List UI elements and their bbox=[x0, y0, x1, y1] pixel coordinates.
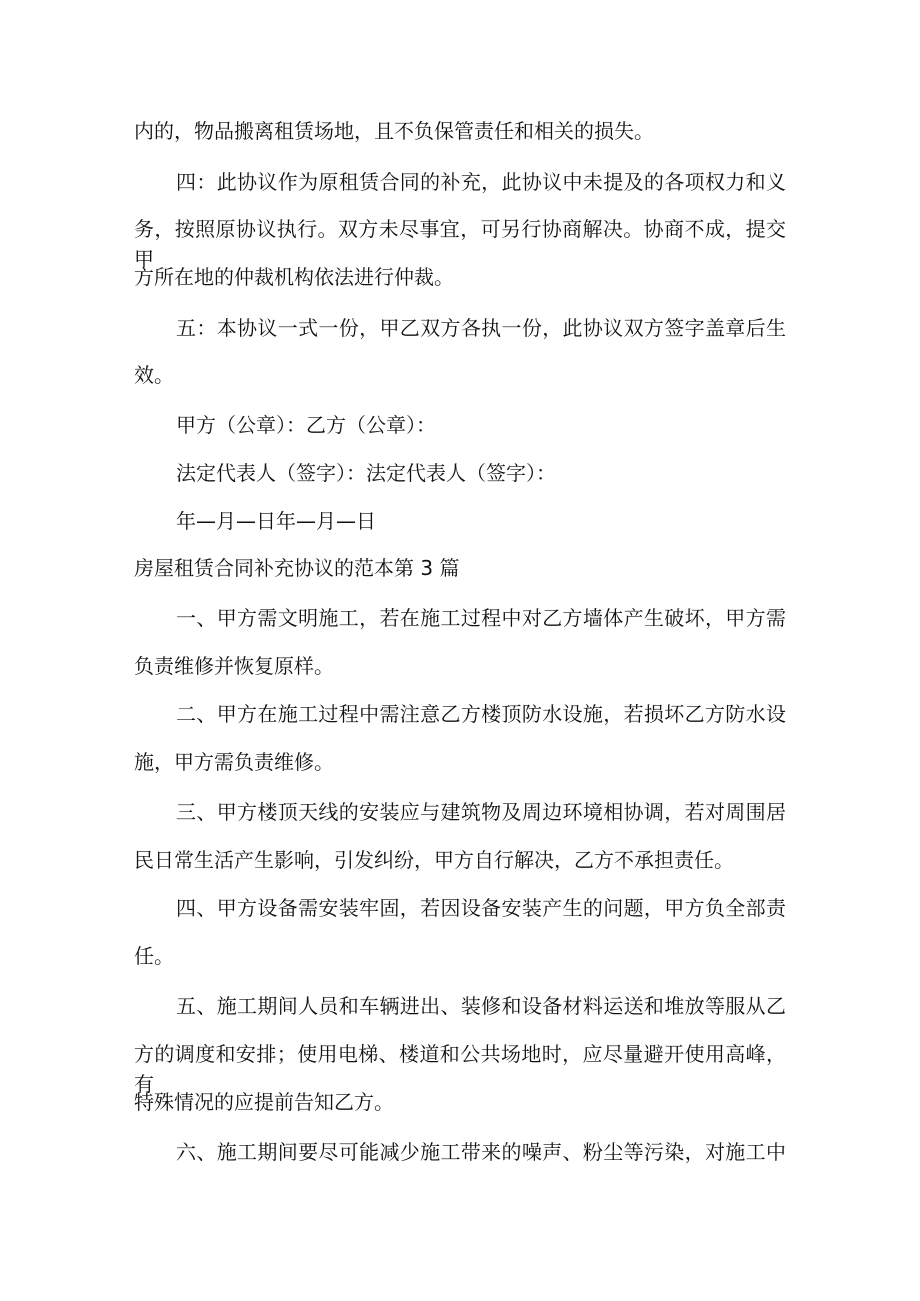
signature-line-seal: 甲方（公章）：乙方（公章）： bbox=[176, 413, 436, 437]
paragraph-line: 效。 bbox=[134, 363, 174, 387]
signature-line-date: 年—月—日年—月—日 bbox=[176, 509, 376, 533]
paragraph-line: 五、施工期间人员和车辆进出、装修和设备材料运送和堆放等服从乙 bbox=[176, 994, 786, 1018]
paragraph-line: 任。 bbox=[134, 944, 174, 968]
paragraph-line: 二、甲方在施工过程中需注意乙方楼顶防水设施，若损坏乙方防水设 bbox=[176, 702, 786, 726]
signature-line-representative: 法定代表人（签字）：法定代表人（签字）： bbox=[176, 461, 556, 485]
paragraph-line: 务，按照原协议执行。双方未尽事宜，可另行协商解决。协商不成，提交甲 bbox=[134, 217, 786, 271]
paragraph-line: 方所在地的仲裁机构依法进行仲裁。 bbox=[134, 265, 454, 289]
paragraph-line: 负责维修并恢复原样。 bbox=[134, 654, 334, 678]
paragraph-line: 五：本协议一式一份，甲乙双方各执一份，此协议双方签字盖章后生 bbox=[176, 316, 786, 340]
paragraph-line: 民日常生活产生影响，引发纠纷，甲方自行解决，乙方不承担责任。 bbox=[134, 848, 734, 872]
paragraph-line: 方的调度和安排；使用电梯、楼道和公共场地时，应尽量避开使用高峰，有 bbox=[134, 1042, 786, 1096]
paragraph-line: 四、甲方设备需安装牢固，若因设备安装产生的问题，甲方负全部责 bbox=[176, 896, 786, 920]
paragraph-line: 四：此协议作为原租赁合同的补充，此协议中未提及的各项权力和义 bbox=[176, 170, 786, 194]
paragraph-line: 特殊情况的应提前告知乙方。 bbox=[134, 1090, 394, 1114]
paragraph-line: 三、甲方楼顶天线的安装应与建筑物及周边环境相协调，若对周围居 bbox=[176, 800, 786, 824]
section-heading: 房屋租赁合同补充协议的范本第 3 篇 bbox=[134, 556, 460, 580]
paragraph-line: 六、施工期间要尽可能减少施工带来的噪声、粉尘等污染，对施工中 bbox=[176, 1140, 786, 1164]
paragraph-line: 一、甲方需文明施工，若在施工过程中对乙方墙体产生破坏，甲方需 bbox=[176, 606, 786, 630]
paragraph-line: 施，甲方需负责维修。 bbox=[134, 750, 334, 774]
paragraph-line: 内的，物品搬离租赁场地，且不负保管责任和相关的损失。 bbox=[134, 119, 654, 143]
